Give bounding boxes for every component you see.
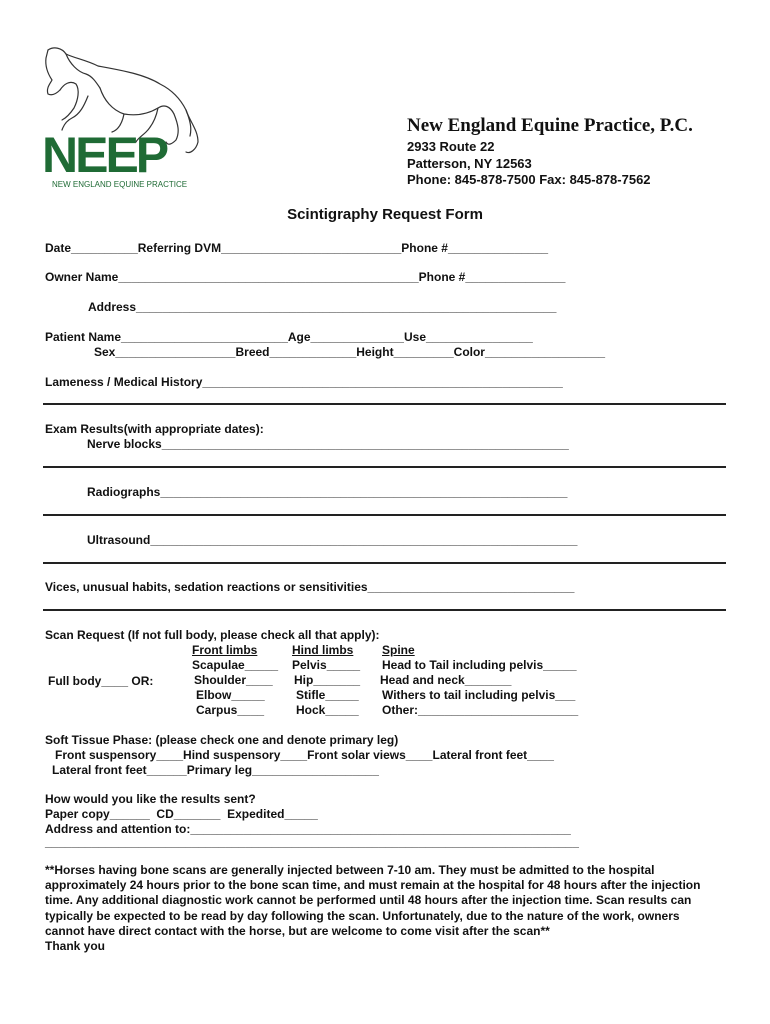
hind-limb-option-hip[interactable]: Hip_______ [294,673,361,687]
divider [43,466,726,468]
results-address-row[interactable]: Address and attention to:_________________________________________________________ [45,822,571,836]
logo-subtitle: NEW ENGLAND EQUINE PRACTICE [52,180,188,189]
results-address-blank-line[interactable]: ________________________________________________________________________________ [45,835,579,849]
owner-name-row[interactable]: Owner Name_____________________________________________Phone #_______________ [45,270,566,284]
spine-option-head-neck[interactable]: Head and neck_______ [380,673,512,687]
notice-text: **Horses having bone scans are generally injected between 7-10 am. They must be admitted to the hospital approximately 24 hours prior to the bone scan time, and must remain at the hospital for 48 hours after the injection time. Any additional diagnostic work cannot be performed until 48 hours after the injection time. Scan results can typically be expected to be read by day following the scan. Unfortunately, due to the nature of the work, owners cannot have direct contact with the horse, but are welcome to come visit after the scan** [45,863,701,938]
results-delivery-heading: How would you like the results sent? [45,792,256,806]
practice-name: New England Equine Practice, P.C. [407,115,693,136]
address-line: 2933 Route 22 [407,139,495,154]
front-limbs-header: Front limbs [192,643,258,657]
front-limb-option-carpus[interactable]: Carpus____ [196,703,265,717]
spine-header: Spine [382,643,415,657]
soft-tissue-options-row[interactable]: Front suspensory____Hind suspensory____Front solar views____Lateral front feet____ [55,748,554,762]
radiographs-row[interactable]: Radiographs_____________________________________________________________ [87,485,568,499]
city-line: Patterson, NY 12563 [407,156,532,171]
spine-option-withers-tail[interactable]: Withers to tail including pelvis___ [382,688,576,702]
divider [43,514,726,516]
address-row[interactable]: Address_______________________________________________________________ [88,300,557,314]
divider [43,403,726,405]
divider [43,562,726,564]
soft-tissue-heading: Soft Tissue Phase: (please check one and denote primary leg) [45,733,399,747]
divider [43,609,726,611]
front-limb-option-elbow[interactable]: Elbow_____ [196,688,265,702]
hind-limb-option-hock[interactable]: Hock_____ [296,703,359,717]
date-referring-row[interactable]: Date__________Referring DVM___________________________Phone #_______________ [45,241,549,255]
admission-notice [45,863,717,954]
sex-breed-row[interactable]: Sex__________________Breed_____________Height_________Color__________________ [94,345,606,359]
hind-limb-option-pelvis[interactable]: Pelvis_____ [292,658,361,672]
hind-limb-option-stifle[interactable]: Stifle_____ [296,688,359,702]
results-delivery-options[interactable]: Paper copy______ CD_______ Expedited_____ [45,807,318,821]
exam-results-label: Exam Results(with appropriate dates): [45,422,264,436]
front-limb-option-scapulae[interactable]: Scapulae_____ [192,658,279,672]
vices-row[interactable]: Vices, unusual habits, sedation reactions or sensitivities_______________________________ [45,580,575,594]
phone-fax-line: Phone: 845-878-7500 Fax: 845-878-7562 [407,172,651,187]
full-body-option[interactable]: Full body____ OR: [48,674,154,688]
patient-name-row[interactable]: Patient Name_________________________Age______________Use________________ [45,330,533,344]
hind-limbs-header: Hind limbs [292,643,354,657]
spine-option-head-tail[interactable]: Head to Tail including pelvis_____ [382,658,577,672]
scan-request-heading: Scan Request (If not full body, please check all that apply): [45,628,380,642]
front-limb-option-shoulder[interactable]: Shoulder____ [194,673,273,687]
horse-logo-icon [40,44,200,194]
nerve-blocks-row[interactable]: Nerve blocks_____________________________________________________________ [87,437,569,451]
form-title: Scintigraphy Request Form [287,206,483,223]
practice-logo [40,44,200,194]
ultrasound-row[interactable]: Ultrasound________________________________________________________________ [87,533,578,547]
lameness-history-row[interactable]: Lameness / Medical History______________________________________________________ [45,375,563,389]
notice-thanks: Thank you [45,939,106,954]
spine-option-other[interactable]: Other:________________________ [382,703,579,717]
logo-text: NEEP [42,127,167,183]
soft-tissue-primary-leg-row[interactable]: Lateral front feet______Primary leg___________________ [52,763,379,777]
